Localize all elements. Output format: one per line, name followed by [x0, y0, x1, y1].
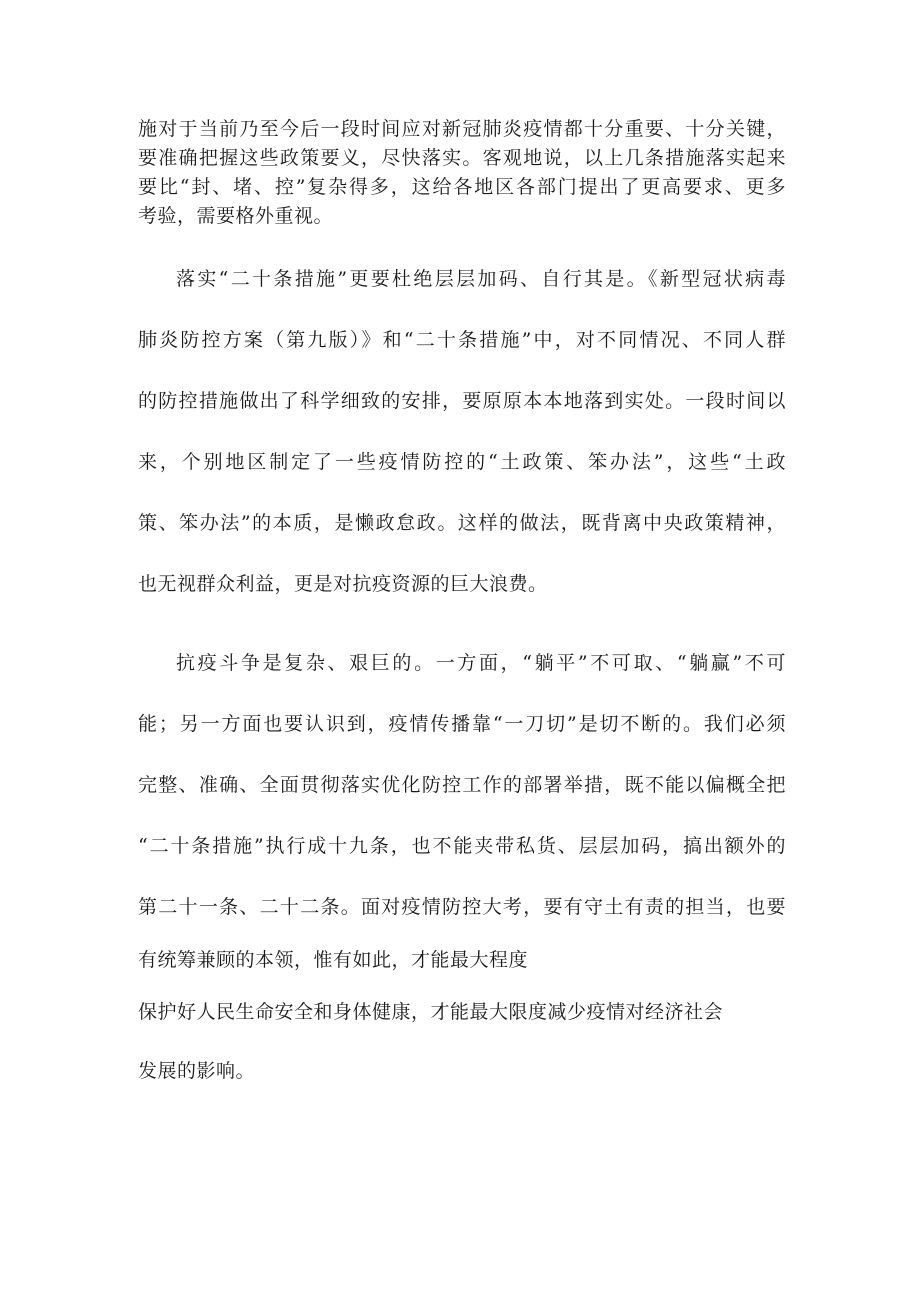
text-line: 发展的影响。 — [138, 1060, 256, 1082]
text-line: 完整、准确、全面贯彻落实优化防控工作的部署举措，既不能以偏概全把 — [138, 774, 786, 796]
text-line: 也无视群众利益，更是对抗疫资源的巨大浪费。 — [138, 573, 548, 595]
text-line: 要比“封、堵、控”复杂得多，这给各地区各部门提出了更高要求、更多 — [138, 176, 786, 198]
text-line: 的防控措施做出了科学细致的安排，要原原本本地落到实处。一段时间以 — [138, 390, 786, 412]
text-line: 抗疫斗争是复杂、艰巨的。一方面，“躺平”不可取、“躺赢”不可 — [176, 652, 786, 674]
text-line: 施对于当前乃至今后一段时间应对新冠肺炎疫情都十分重要、十分关键， — [138, 118, 786, 140]
text-line: 落实“二十条措施”更要杜绝层层加码、自行其是。《新型冠状病毒 — [176, 268, 786, 290]
text-line: 保护好人民生命安全和身体健康，才能最大限度减少疫情对经济社会 — [138, 1001, 724, 1023]
text-line: 策、笨办法”的本质，是懒政怠政。这样的做法，既背离中央政策精神， — [138, 512, 786, 534]
text-line: 第二十一条、二十二条。面对疫情防控大考，要有守土有责的担当，也要 — [138, 896, 786, 918]
text-line: 考验，需要格外重视。 — [138, 205, 334, 227]
text-line: “二十条措施”执行成十九条，也不能夹带私货、层层加码，搞出额外的 — [138, 835, 786, 857]
text-line: 有统筹兼顾的本领，惟有如此，才能最大程度 — [138, 949, 529, 971]
text-line: 肺炎防控方案（第九版）》和“二十条措施”中，对不同情况、不同人群 — [138, 329, 786, 351]
text-line: 要准确把握这些政策要义，尽快落实。客观地说，以上几条措施落实起来 — [138, 147, 786, 169]
text-line: 来，个别地区制定了一些疫情防控的“土政策、笨办法”，这些“土政 — [138, 451, 786, 473]
text-line: 能；另一方面也要认识到，疫情传播靠“一刀切”是切不断的。我们必须 — [138, 713, 786, 735]
